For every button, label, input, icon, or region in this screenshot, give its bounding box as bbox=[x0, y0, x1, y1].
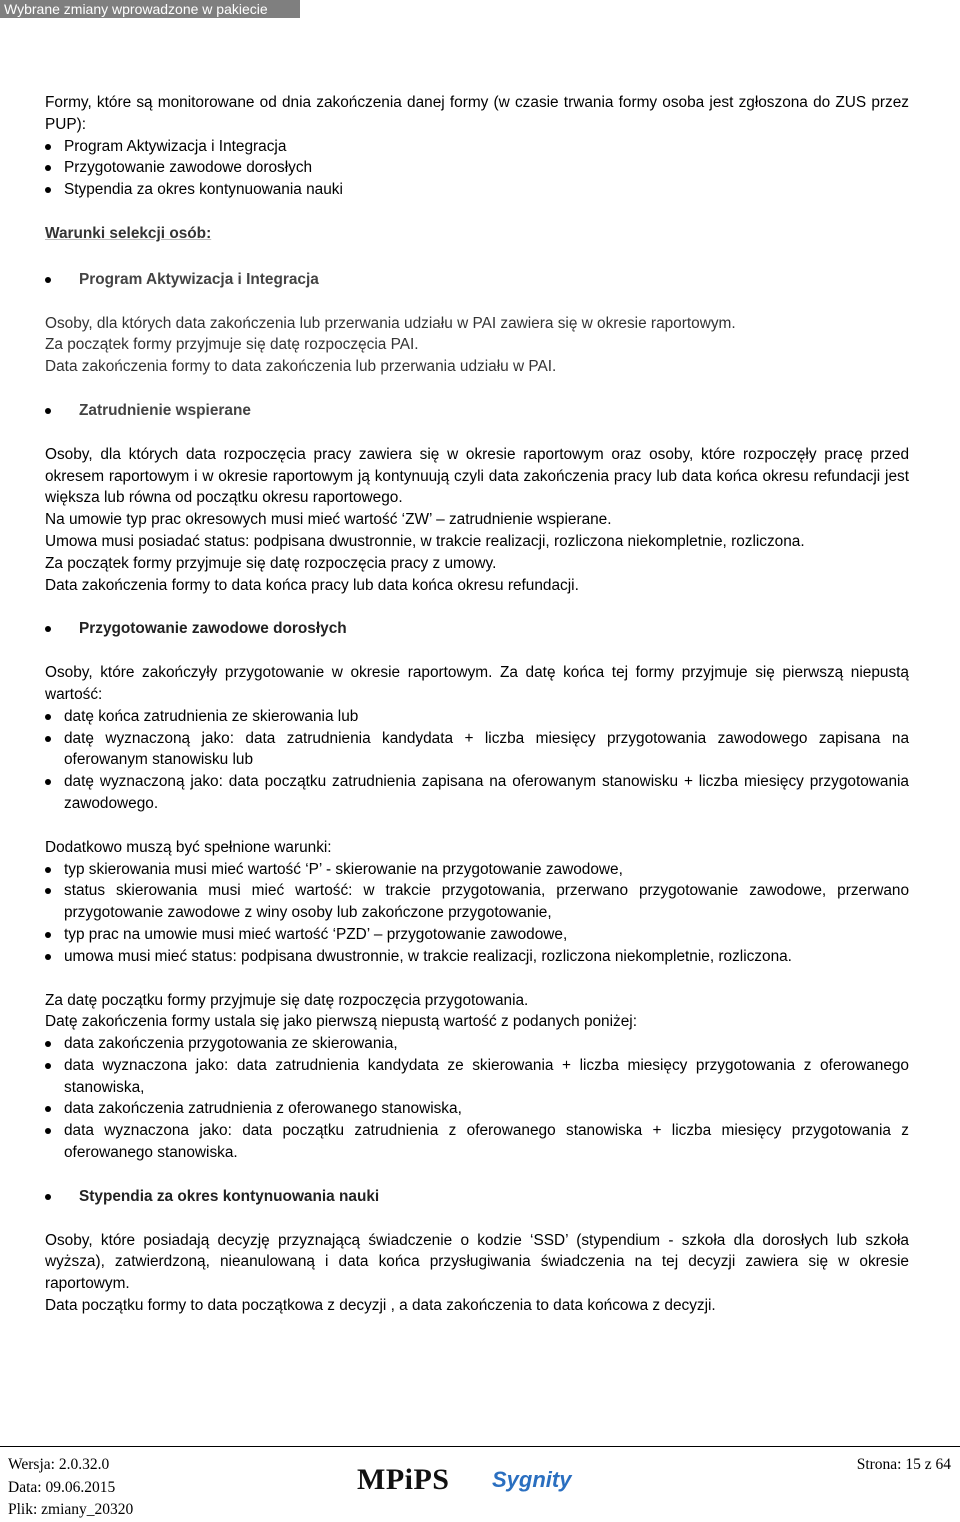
list-item: Stypendia za okres kontynuowania nauki bbox=[45, 179, 909, 201]
bullet-icon bbox=[45, 888, 51, 894]
list-item: data wyznaczona jako: data zatrudnienia kandydata ze skierowania + liczba miesięcy przygotowania z oferowanego stanowiska, bbox=[45, 1055, 909, 1099]
pzd-extra-heading: Dodatkowo muszą być spełnione warunki: bbox=[45, 838, 332, 856]
section-heading-pai: Program Aktywizacja i Integracja bbox=[45, 269, 909, 291]
pzd-start-line: Za datę początku formy przyjmuje się datę rozpoczęcia przygotowania. bbox=[45, 991, 529, 1009]
bullet-icon bbox=[45, 867, 51, 873]
intro-list bbox=[45, 136, 909, 201]
bullet-icon bbox=[45, 779, 51, 785]
list-item: data zakończenia przygotowania ze skierowania, bbox=[45, 1033, 909, 1055]
bullet-icon bbox=[45, 1063, 51, 1069]
section-heading-ssd: Stypendia za okres kontynuowania nauki bbox=[45, 1186, 909, 1208]
list-item: datę końca zatrudnienia ze skierowania lub bbox=[45, 706, 909, 728]
list-item: umowa musi mieć status: podpisana dwustronnie, w trakcie realizacji, rozliczona niekompletnie, rozliczona. bbox=[45, 946, 909, 968]
sygnity-logo: Sygnity bbox=[492, 1467, 572, 1492]
pzd-end-line: Datę zakończenia formy ustala się jako pierwszą niepustą wartość z podanych poniżej: bbox=[45, 1013, 637, 1031]
list-item: Przygotowanie zawodowe dorosłych bbox=[45, 157, 909, 179]
list-item: data zakończenia zatrudnienia z oferowanego stanowiska, bbox=[45, 1098, 909, 1120]
conditions-heading: Warunki selekcji osób: bbox=[45, 224, 212, 242]
zw-paragraph: Osoby, dla których data rozpoczęcia pracy zawiera się w okresie raportowym oraz osoby, które rozpoczęły pracę przed okresem raportowym i w okresie raportowym ją kontynuują czyli data zakończenia pracy lub data końca okresu refundacji jest większa lub równa od początku okresu raportowego. bbox=[45, 445, 909, 507]
bullet-icon bbox=[45, 1194, 51, 1200]
footer-file: Plik: zmiany_20320 bbox=[8, 1501, 134, 1518]
ssd-paragraph: Osoby, które posiadają decyzję przyznającą świadczenie o kodzie ‘SSD’ (stypendium - szkoła dla dorosłych lub szkoła wyższa), zatwierdzoną, nieanulowaną i data końca przysługiwania świadczenia na tej decyzji zawiera się w okresie raportowym. bbox=[45, 1231, 909, 1293]
document-body bbox=[45, 92, 909, 1317]
pzd-list bbox=[45, 706, 909, 815]
bullet-icon bbox=[45, 736, 51, 742]
header-title: Wybrane zmiany wprowadzone w pakiecie bbox=[4, 1, 268, 17]
footer-date: Data: 09.06.2015 bbox=[8, 1478, 116, 1496]
footer-meta bbox=[8, 1454, 133, 1522]
section-heading-zw: Zatrudnienie wspierane bbox=[45, 400, 909, 422]
document-footer bbox=[0, 1446, 960, 1522]
bullet-icon bbox=[45, 277, 51, 283]
bullet-icon bbox=[45, 714, 51, 720]
bullet-icon bbox=[45, 932, 51, 938]
bullet-icon bbox=[45, 144, 51, 150]
bullet-icon bbox=[45, 1106, 51, 1112]
pai-line: Osoby, dla których data zakończenia lub przerwania udziału w PAI zawiera się w okresie raportowym. bbox=[45, 314, 736, 332]
ssd-line: Data początku formy to data początkowa z decyzji , a data zakończenia to data końcowa z decyzji. bbox=[45, 1297, 716, 1315]
bullet-icon bbox=[45, 165, 51, 171]
mpips-logo: MPiPS bbox=[357, 1463, 450, 1496]
list-item: typ prac na umowie musi mieć wartość ‘PZD’ – przygotowanie zawodowe, bbox=[45, 924, 909, 946]
zw-line: Na umowie typ prac okresowych musi mieć wartość ‘ZW’ – zatrudnienie wspierane. bbox=[45, 511, 612, 529]
list-item: data wyznaczona jako: data początku zatrudnienia z oferowanego stanowiska + liczba miesięcy przygotowania z oferowanego stanowiska. bbox=[45, 1120, 909, 1164]
footer-version: Wersja: 2.0.32.0 bbox=[8, 1456, 110, 1473]
bullet-icon bbox=[45, 1128, 51, 1134]
bullet-icon bbox=[45, 1041, 51, 1047]
bullet-icon bbox=[45, 626, 51, 632]
list-item: status skierowania musi mieć wartość: w trakcie przygotowania, przerwano przygotowanie zawodowe, przerwano przygotowanie zawodowe z winy osoby lub zakończone przygotowanie, bbox=[45, 880, 909, 924]
pai-line: Data zakończenia formy to data zakończenia lub przerwania udziału w PAI. bbox=[45, 358, 557, 376]
pzd-intro: Osoby, które zakończyły przygotowanie w okresie raportowym. Za datę końca tej formy przyjmuje się pierwszą niepustą wartość: bbox=[45, 664, 909, 703]
bullet-icon bbox=[45, 187, 51, 193]
list-item: datę wyznaczoną jako: data zatrudnienia kandydata + liczba miesięcy przygotowania zawodowego zapisana na oferowanym stanowisku lub bbox=[45, 728, 909, 772]
pai-line: Za początek formy przyjmuje się datę rozpoczęcia PAI. bbox=[45, 336, 419, 354]
pzd-extra-list bbox=[45, 859, 909, 968]
footer-page-number: Strona: 15 z 64 bbox=[856, 1456, 951, 1473]
zw-line: Data zakończenia formy to data końca pracy lub data końca okresu refundacji. bbox=[45, 576, 579, 594]
bullet-icon bbox=[45, 954, 51, 960]
zw-line: Za początek formy przyjmuje się datę rozpoczęcia pracy z umowy. bbox=[45, 554, 497, 572]
zw-line: Umowa musi posiadać status: podpisana dwustronnie, w trakcie realizacji, rozliczona niekompletnie, rozliczona. bbox=[45, 532, 805, 550]
intro-text: Formy, które są monitorowane od dnia zakończenia danej formy (w czasie trwania formy osoba jest zgłoszona do ZUS przez PUP): bbox=[45, 94, 909, 133]
pzd-end-list bbox=[45, 1033, 909, 1164]
list-item: typ skierowania musi mieć wartość ‘P’ - skierowanie na przygotowanie zawodowe, bbox=[45, 859, 909, 881]
list-item: datę wyznaczoną jako: data początku zatrudnienia zapisana na oferowanym stanowisku + liczba miesięcy przygotowania zawodowego. bbox=[45, 771, 909, 815]
document-header bbox=[0, 0, 300, 18]
list-item: Program Aktywizacja i Integracja bbox=[45, 136, 909, 158]
section-heading-pzd: Przygotowanie zawodowe dorosłych bbox=[45, 618, 909, 640]
bullet-icon bbox=[45, 408, 51, 414]
